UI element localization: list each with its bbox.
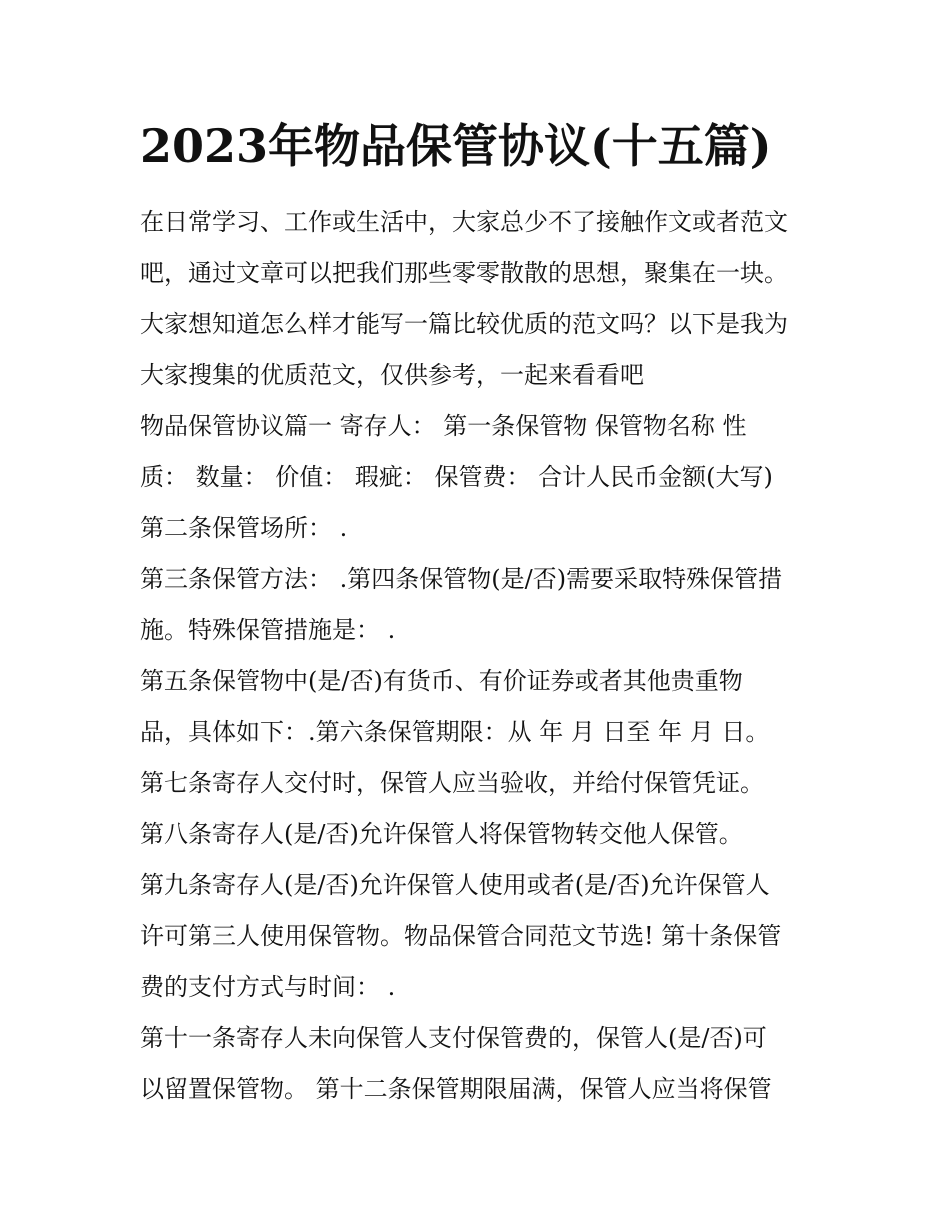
body-line: 施。特殊保管措施是： . bbox=[140, 616, 396, 644]
document-body bbox=[140, 197, 820, 1115]
body-line: 第十一条寄存人未向保管人支付保管费的，保管人(是/否)可 bbox=[140, 1024, 767, 1052]
body-line: 以留置保管物。 第十二条保管期限届满，保管人应当将保管 bbox=[140, 1075, 772, 1103]
body-line: 品，具体如下：.第六条保管期限：从 年 月 日至 年 月 日。 bbox=[140, 718, 770, 746]
body-line: 第五条保管物中(是/否)有货币、有价证券或者其他贵重物 bbox=[140, 667, 743, 695]
body-line: 质： 数量： 价值： 瑕疵： 保管费： 合计人民币金额(大写) bbox=[140, 463, 773, 491]
body-line: 第七条寄存人交付时，保管人应当验收，并给付保管凭证。 bbox=[140, 769, 764, 797]
body-line: 大家搜集的优质范文，仅供参考，一起来看看吧 bbox=[140, 361, 644, 389]
body-line: 第八条寄存人(是/否)允许保管人将保管物转交他人保管。 bbox=[140, 820, 743, 848]
body-line: 第二条保管场所： . bbox=[140, 514, 348, 542]
body-line: 许可第三人使用保管物。物品保管合同范文节选! 第十条保管 bbox=[140, 922, 782, 950]
body-line: 费的支付方式与时间： . bbox=[140, 973, 396, 1001]
body-line: 大家想知道怎么样才能写一篇比较优质的范文吗？以下是我为 bbox=[140, 310, 788, 338]
body-line: 吧，通过文章可以把我们那些零零散散的思想，聚集在一块。 bbox=[140, 259, 788, 287]
body-line: 物品保管协议篇一 寄存人： 第一条保管物 保管物名称 性 bbox=[140, 412, 747, 440]
document-title: 2023年物品保管协议(十五篇) bbox=[140, 119, 772, 173]
body-line: 第三条保管方法： .第四条保管物(是/否)需要采取特殊保管措 bbox=[140, 565, 783, 593]
body-line: 在日常学习、工作或生活中，大家总少不了接触作文或者范文 bbox=[140, 208, 788, 236]
body-line: 第九条寄存人(是/否)允许保管人使用或者(是/否)允许保管人 bbox=[140, 871, 770, 899]
